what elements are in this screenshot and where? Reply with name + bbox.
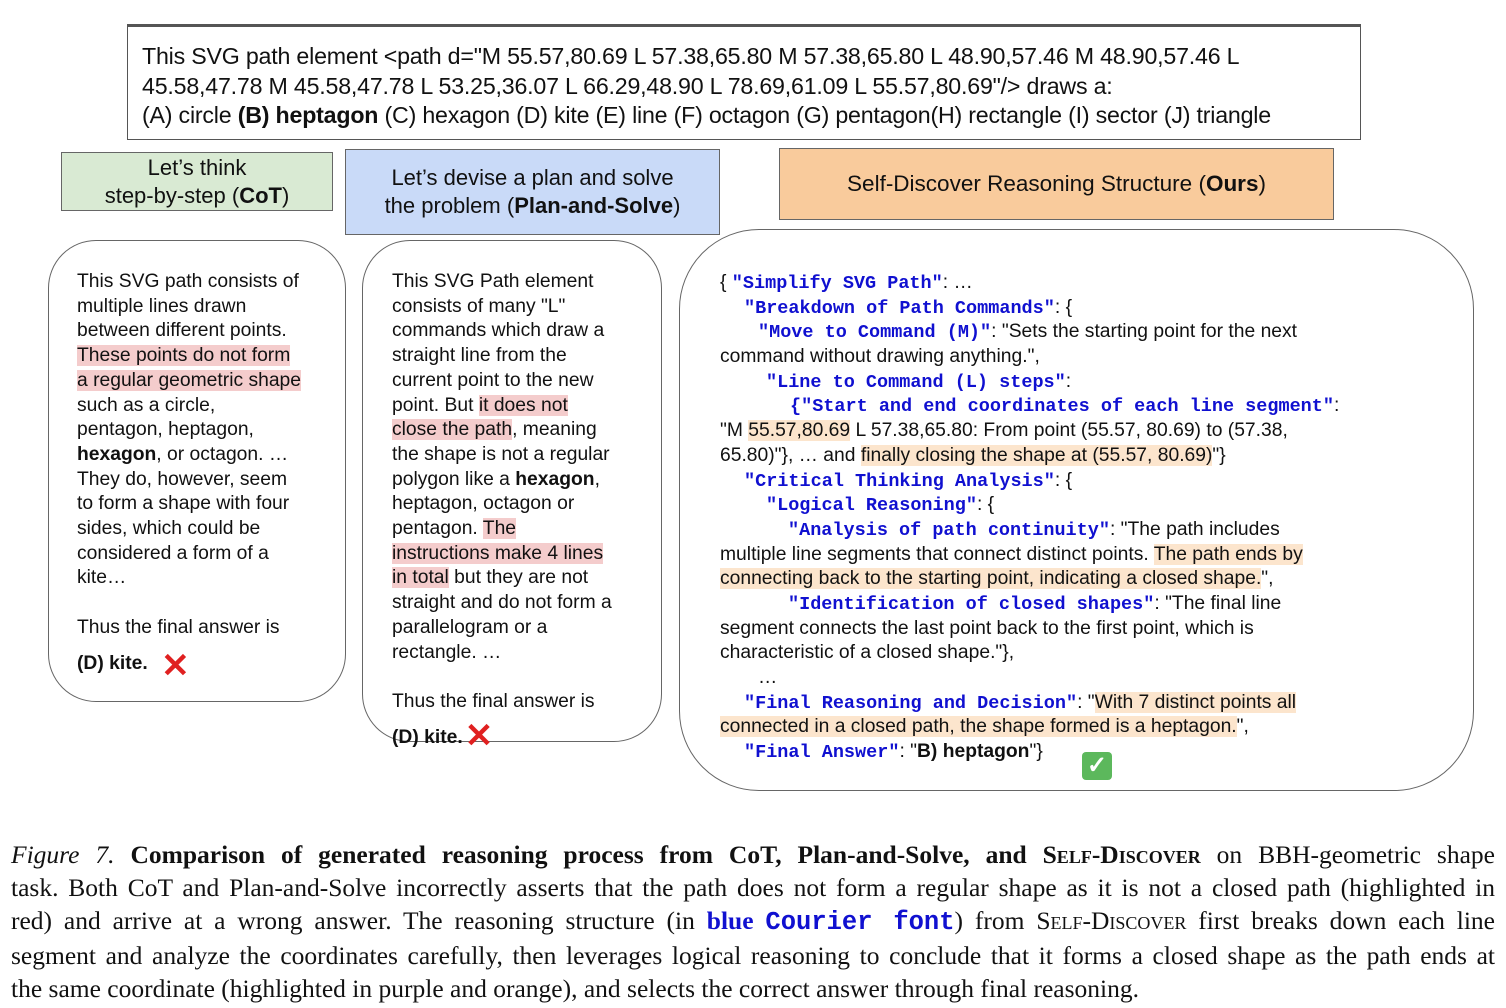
json-key: "Move to Command (M)" <box>758 322 992 344</box>
json-key: "Simplify SVG Path" <box>731 273 943 294</box>
cot-reasoning <box>77 270 302 685</box>
text-line: kite… <box>77 567 127 589</box>
option-b-correct: (B) heptagon <box>237 102 379 128</box>
caption-line: segment and analyze the coordinates carefully, then leverages logical reasoning to conclude that it forms a closed shape as the path ends at <box>11 941 1495 970</box>
highlight-orange: connecting back to the starting point, indicating a closed shape. <box>720 568 1262 590</box>
highlight-red: These points do not form <box>77 345 291 367</box>
final-answer: (D) kite.✕ <box>392 716 494 755</box>
question-box <box>127 24 1361 140</box>
text-line: straight line from the <box>392 345 567 367</box>
text-line: sides, which could be <box>77 518 261 540</box>
ps-reasoning <box>392 270 612 755</box>
json-line: multiple line segments that connect distinct points. The path ends by <box>720 543 1303 565</box>
highlight-red: a regular geometric shape <box>77 369 302 391</box>
json-line: "Analysis of path continuity": "The path includes <box>788 518 1280 541</box>
text-line: in total but they are not <box>392 567 589 589</box>
text-line: consists of many "L" <box>392 295 566 317</box>
json-ellipsis: … <box>758 667 778 688</box>
json-line: segment connects the last point back to the first point, which is <box>720 617 1254 639</box>
json-line: "Move to Command (M)": "Sets the starting point for the next <box>758 321 1298 344</box>
highlight-orange: connected in a closed path, the shape formed is a heptagon. <box>720 716 1237 738</box>
header-cot <box>61 152 333 211</box>
header-ps-line2: the problem (Plan-and-Solve) <box>384 193 681 218</box>
highlight-red: it does not <box>478 394 568 416</box>
text-line: current point to the new <box>392 369 594 391</box>
text-line: This SVG Path element <box>392 271 594 292</box>
wrong-x-icon: ✕ <box>161 646 190 685</box>
question-options <box>142 101 1346 131</box>
highlight-orange: The path ends by <box>1153 543 1303 565</box>
text-line <box>392 542 612 567</box>
text-line: commands which draw a <box>392 320 605 342</box>
text-line: considered a form of a <box>77 542 269 564</box>
text-line: parallelogram or a <box>392 616 548 638</box>
json-line: "Final Answer": "B) heptagon"} <box>744 741 1043 764</box>
text-line: straight and do not form a <box>392 592 612 614</box>
text-line: This SVG path consists of <box>77 271 299 292</box>
json-line: 65.80)"}, … and finally closing the shape at (55.57, 80.69)"} <box>720 444 1226 466</box>
header-cot-line2: step-by-step (CoT) <box>104 182 290 208</box>
highlight-orange: With 7 distinct points all <box>1094 691 1297 713</box>
header-plan-and-solve <box>345 149 720 235</box>
figure-caption <box>11 838 1495 1005</box>
header-cot-line1: Let’s think <box>147 154 247 180</box>
question-line-1: This SVG path element <path d="M 55.57,80.69 L 57.38,65.80 M 57.38,65.80 L 48.90,57.46 M 48.90,57.46 L <box>142 43 1240 69</box>
text-line: They do, however, seem <box>77 468 288 490</box>
json-key: "Logical Reasoning" <box>766 495 977 517</box>
text-line: heptagon, octagon or <box>392 493 575 515</box>
text-line: the shape is not a regular <box>392 443 610 465</box>
json-line: "Breakdown of Path Commands": { <box>744 296 1073 319</box>
json-key: "Final Answer" <box>744 742 900 764</box>
option-a: (A) circle <box>142 102 238 128</box>
json-line: "Identification of closed shapes": "The final line <box>788 592 1282 615</box>
json-key: "Breakdown of Path Commands" <box>744 297 1055 319</box>
json-key: "Identification of closed shapes" <box>788 593 1155 615</box>
options-rest: (C) hexagon (D) kite (E) line (F) octagon (G) pentagon(H) rectangle (I) sector (J) triangle <box>378 102 1271 128</box>
wrong-x-icon: ✕ <box>464 716 494 755</box>
text-line: multiple lines drawn <box>77 295 247 317</box>
final-answer: (D) kite. ✕ <box>77 646 190 685</box>
json-key: "Final Reasoning and Decision" <box>744 692 1078 714</box>
json-key: "Critical Thinking Analysis" <box>744 470 1055 492</box>
text-line: rectangle. … <box>392 641 502 663</box>
question-line-2: 45.58,47.78 M 45.58,47.78 L 53.25,36.07 L 66.29,48.90 L 78.69,61.09 L 55.57,80.69"/> draws a: <box>142 72 1113 99</box>
json-key: "Analysis of path continuity" <box>788 519 1110 541</box>
json-line: "Critical Thinking Analysis": { <box>744 469 1073 492</box>
json-key: {"Start and end coordinates of each line segment" <box>790 396 1334 418</box>
json-line: command without drawing anything.", <box>720 346 1040 368</box>
json-line: { "Simplify SVG Path": … <box>720 272 973 294</box>
highlight-red: close the path <box>392 419 513 441</box>
json-line: characteristic of a closed shape."}, <box>720 642 1015 664</box>
final-answer-label: Thus the final answer is <box>77 616 280 638</box>
highlight-red: The <box>482 518 517 540</box>
json-line: "Logical Reasoning": { <box>766 494 995 517</box>
json-line: "M 55.57,80.69 L 57.38,65.80: From point (55.57, 80.69) to (57.38, <box>720 420 1288 442</box>
sd-reasoning-structure <box>720 271 1339 765</box>
caption-line: the same coordinate (highlighted in purple and orange), and selects the correct answer through final reasoning. <box>11 974 1139 1003</box>
caption-line: Figure 7. Comparison of generated reasoning process from CoT, Plan-and-Solve, and Self-Discover on BBH-geometric shape <box>11 840 1495 869</box>
json-key: "Line to Command (L) steps" <box>766 371 1066 393</box>
json-line: {"Start and end coordinates of each line segment": <box>790 395 1340 418</box>
caption-line: task. Both CoT and Plan-and-Solve incorrectly asserts that the path does not form a regular shape as it is not a closed path (highlighted in <box>11 873 1495 902</box>
json-line: "Final Reasoning and Decision": "With 7 distinct points all <box>744 691 1297 714</box>
highlight-red: in total <box>392 567 449 589</box>
highlight-red: instructions make 4 lines <box>392 542 604 564</box>
json-line: connecting back to the starting point, indicating a closed shape.", <box>720 568 1274 590</box>
text-line: between different points. <box>77 320 287 342</box>
header-self-discover <box>779 148 1334 220</box>
figure-label: Figure 7. <box>11 840 115 869</box>
json-line: "Line to Command (L) steps": <box>766 370 1072 393</box>
final-answer-label: Thus the final answer is <box>392 690 595 712</box>
text-line: pentagon, heptagon, <box>77 419 254 441</box>
text-line: close the path, meaning <box>392 419 597 441</box>
correct-check-icon: ✓ <box>1082 752 1112 780</box>
text-line: to form a shape with four <box>77 493 290 515</box>
text-line: hexagon, or octagon. … <box>77 443 289 465</box>
caption-line: red) and arrive at a wrong answer. The reasoning structure (in blue Courier font) from Self-Discover first breaks down each line <box>11 906 1495 937</box>
text-line: pentagon. The <box>392 518 517 540</box>
header-sd-text: Self-Discover Reasoning Structure (Ours) <box>847 171 1266 196</box>
highlight-orange: finally closing the shape at (55.57, 80.69) <box>860 444 1213 466</box>
text-line: point. But it does not <box>392 394 568 416</box>
text-line: such as a circle, <box>77 394 216 416</box>
json-line: connected in a closed path, the shape formed is a heptagon.", <box>720 716 1249 738</box>
text-line: polygon like a hexagon, <box>392 468 600 490</box>
header-ps-line1: Let’s devise a plan and solve <box>391 165 674 190</box>
highlight-orange: 55.57,80.69 <box>748 420 851 442</box>
